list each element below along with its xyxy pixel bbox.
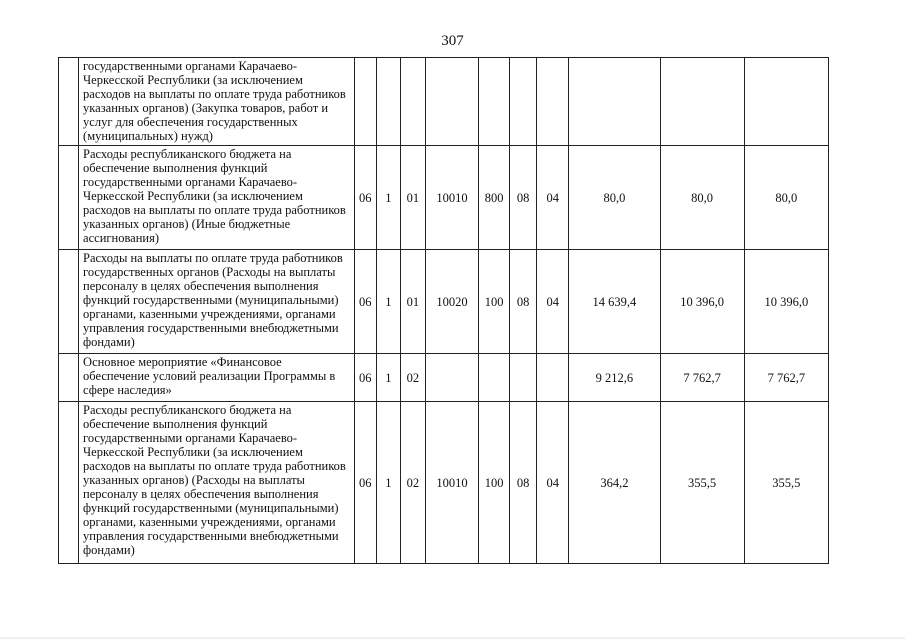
code-cell: 10020 bbox=[425, 250, 478, 354]
code-cell: 1 bbox=[376, 354, 400, 402]
description-cell: Расходы на выплаты по оплате труда работников государственных органов (Расходы на выплаты персоналу в целях обеспечения выполнения функций государственными (муниципальными) органами, казенными учреждениями, органами управления государственными внебюджетными фондами) bbox=[79, 250, 355, 354]
description-cell: Расходы республиканского бюджета на обеспечение выполнения функций государственными органами Карачаево-Черкесской Республики (за исключением расходов на выплаты по оплате труда работников указанных органов) (Иные бюджетные ассигнования) bbox=[79, 146, 355, 250]
code-cell: 10010 bbox=[425, 402, 478, 564]
table-body bbox=[59, 58, 829, 564]
code-cell: 1 bbox=[376, 250, 400, 354]
code-cell: 04 bbox=[537, 250, 569, 354]
code-cell: 1 bbox=[376, 146, 400, 250]
code-cell: 06 bbox=[354, 354, 376, 402]
value-cell: 364,2 bbox=[569, 402, 660, 564]
description-cell: государственными органами Карачаево-Черкесской Республики (за исключением расходов на выплаты по оплате труда работников указанных органов) (Закупка товаров, работ и услуг для обеспечения государственных (муниципальных) нужд) bbox=[79, 58, 355, 146]
code-cell: 08 bbox=[510, 146, 537, 250]
code-cell: 04 bbox=[537, 146, 569, 250]
value-cell: 9 212,6 bbox=[569, 354, 660, 402]
code-cell bbox=[537, 354, 569, 402]
code-cell bbox=[479, 354, 510, 402]
code-cell: 100 bbox=[479, 402, 510, 564]
value-cell: 80,0 bbox=[569, 146, 660, 250]
description-cell: Основное мероприятие «Финансовое обеспечение условий реализации Программы в сфере наследия» bbox=[79, 354, 355, 402]
table-row bbox=[59, 402, 829, 564]
index-cell bbox=[59, 58, 79, 146]
code-cell: 800 bbox=[479, 146, 510, 250]
code-cell bbox=[376, 58, 400, 146]
value-cell: 355,5 bbox=[744, 402, 828, 564]
table-row bbox=[59, 146, 829, 250]
code-cell: 06 bbox=[354, 146, 376, 250]
code-cell: 01 bbox=[400, 146, 425, 250]
code-cell: 02 bbox=[400, 354, 425, 402]
value-cell bbox=[660, 58, 744, 146]
table-row bbox=[59, 250, 829, 354]
budget-table bbox=[58, 57, 829, 564]
value-cell: 355,5 bbox=[660, 402, 744, 564]
code-cell bbox=[510, 354, 537, 402]
code-cell: 08 bbox=[510, 250, 537, 354]
description-cell: Расходы республиканского бюджета на обеспечение выполнения функций государственными органами Карачаево-Черкесской Республики (за исключением расходов на выплаты по оплате труда работников указанных органов) (Расходы на выплаты персоналу в целях обеспечения выполнения функций государственными (муниципальными) органами, казенными учреждениями, органами управления государственными внебюджетными фондами) bbox=[79, 402, 355, 564]
code-cell: 10010 bbox=[425, 146, 478, 250]
value-cell: 10 396,0 bbox=[660, 250, 744, 354]
code-cell: 08 bbox=[510, 402, 537, 564]
value-cell: 7 762,7 bbox=[660, 354, 744, 402]
value-cell: 7 762,7 bbox=[744, 354, 828, 402]
value-cell: 10 396,0 bbox=[744, 250, 828, 354]
code-cell: 01 bbox=[400, 250, 425, 354]
code-cell: 1 bbox=[376, 402, 400, 564]
code-cell: 06 bbox=[354, 250, 376, 354]
index-cell bbox=[59, 146, 79, 250]
code-cell bbox=[425, 58, 478, 146]
index-cell bbox=[59, 402, 79, 564]
value-cell bbox=[744, 58, 828, 146]
value-cell: 80,0 bbox=[744, 146, 828, 250]
code-cell bbox=[400, 58, 425, 146]
code-cell: 06 bbox=[354, 402, 376, 564]
table-row bbox=[59, 58, 829, 146]
code-cell bbox=[354, 58, 376, 146]
table-row bbox=[59, 354, 829, 402]
page-number: 307 bbox=[441, 33, 464, 49]
code-cell bbox=[510, 58, 537, 146]
value-cell bbox=[569, 58, 660, 146]
code-cell bbox=[479, 58, 510, 146]
code-cell bbox=[425, 354, 478, 402]
code-cell: 04 bbox=[537, 402, 569, 564]
value-cell: 14 639,4 bbox=[569, 250, 660, 354]
index-cell bbox=[59, 354, 79, 402]
code-cell: 02 bbox=[400, 402, 425, 564]
code-cell bbox=[537, 58, 569, 146]
index-cell bbox=[59, 250, 79, 354]
code-cell: 100 bbox=[479, 250, 510, 354]
value-cell: 80,0 bbox=[660, 146, 744, 250]
